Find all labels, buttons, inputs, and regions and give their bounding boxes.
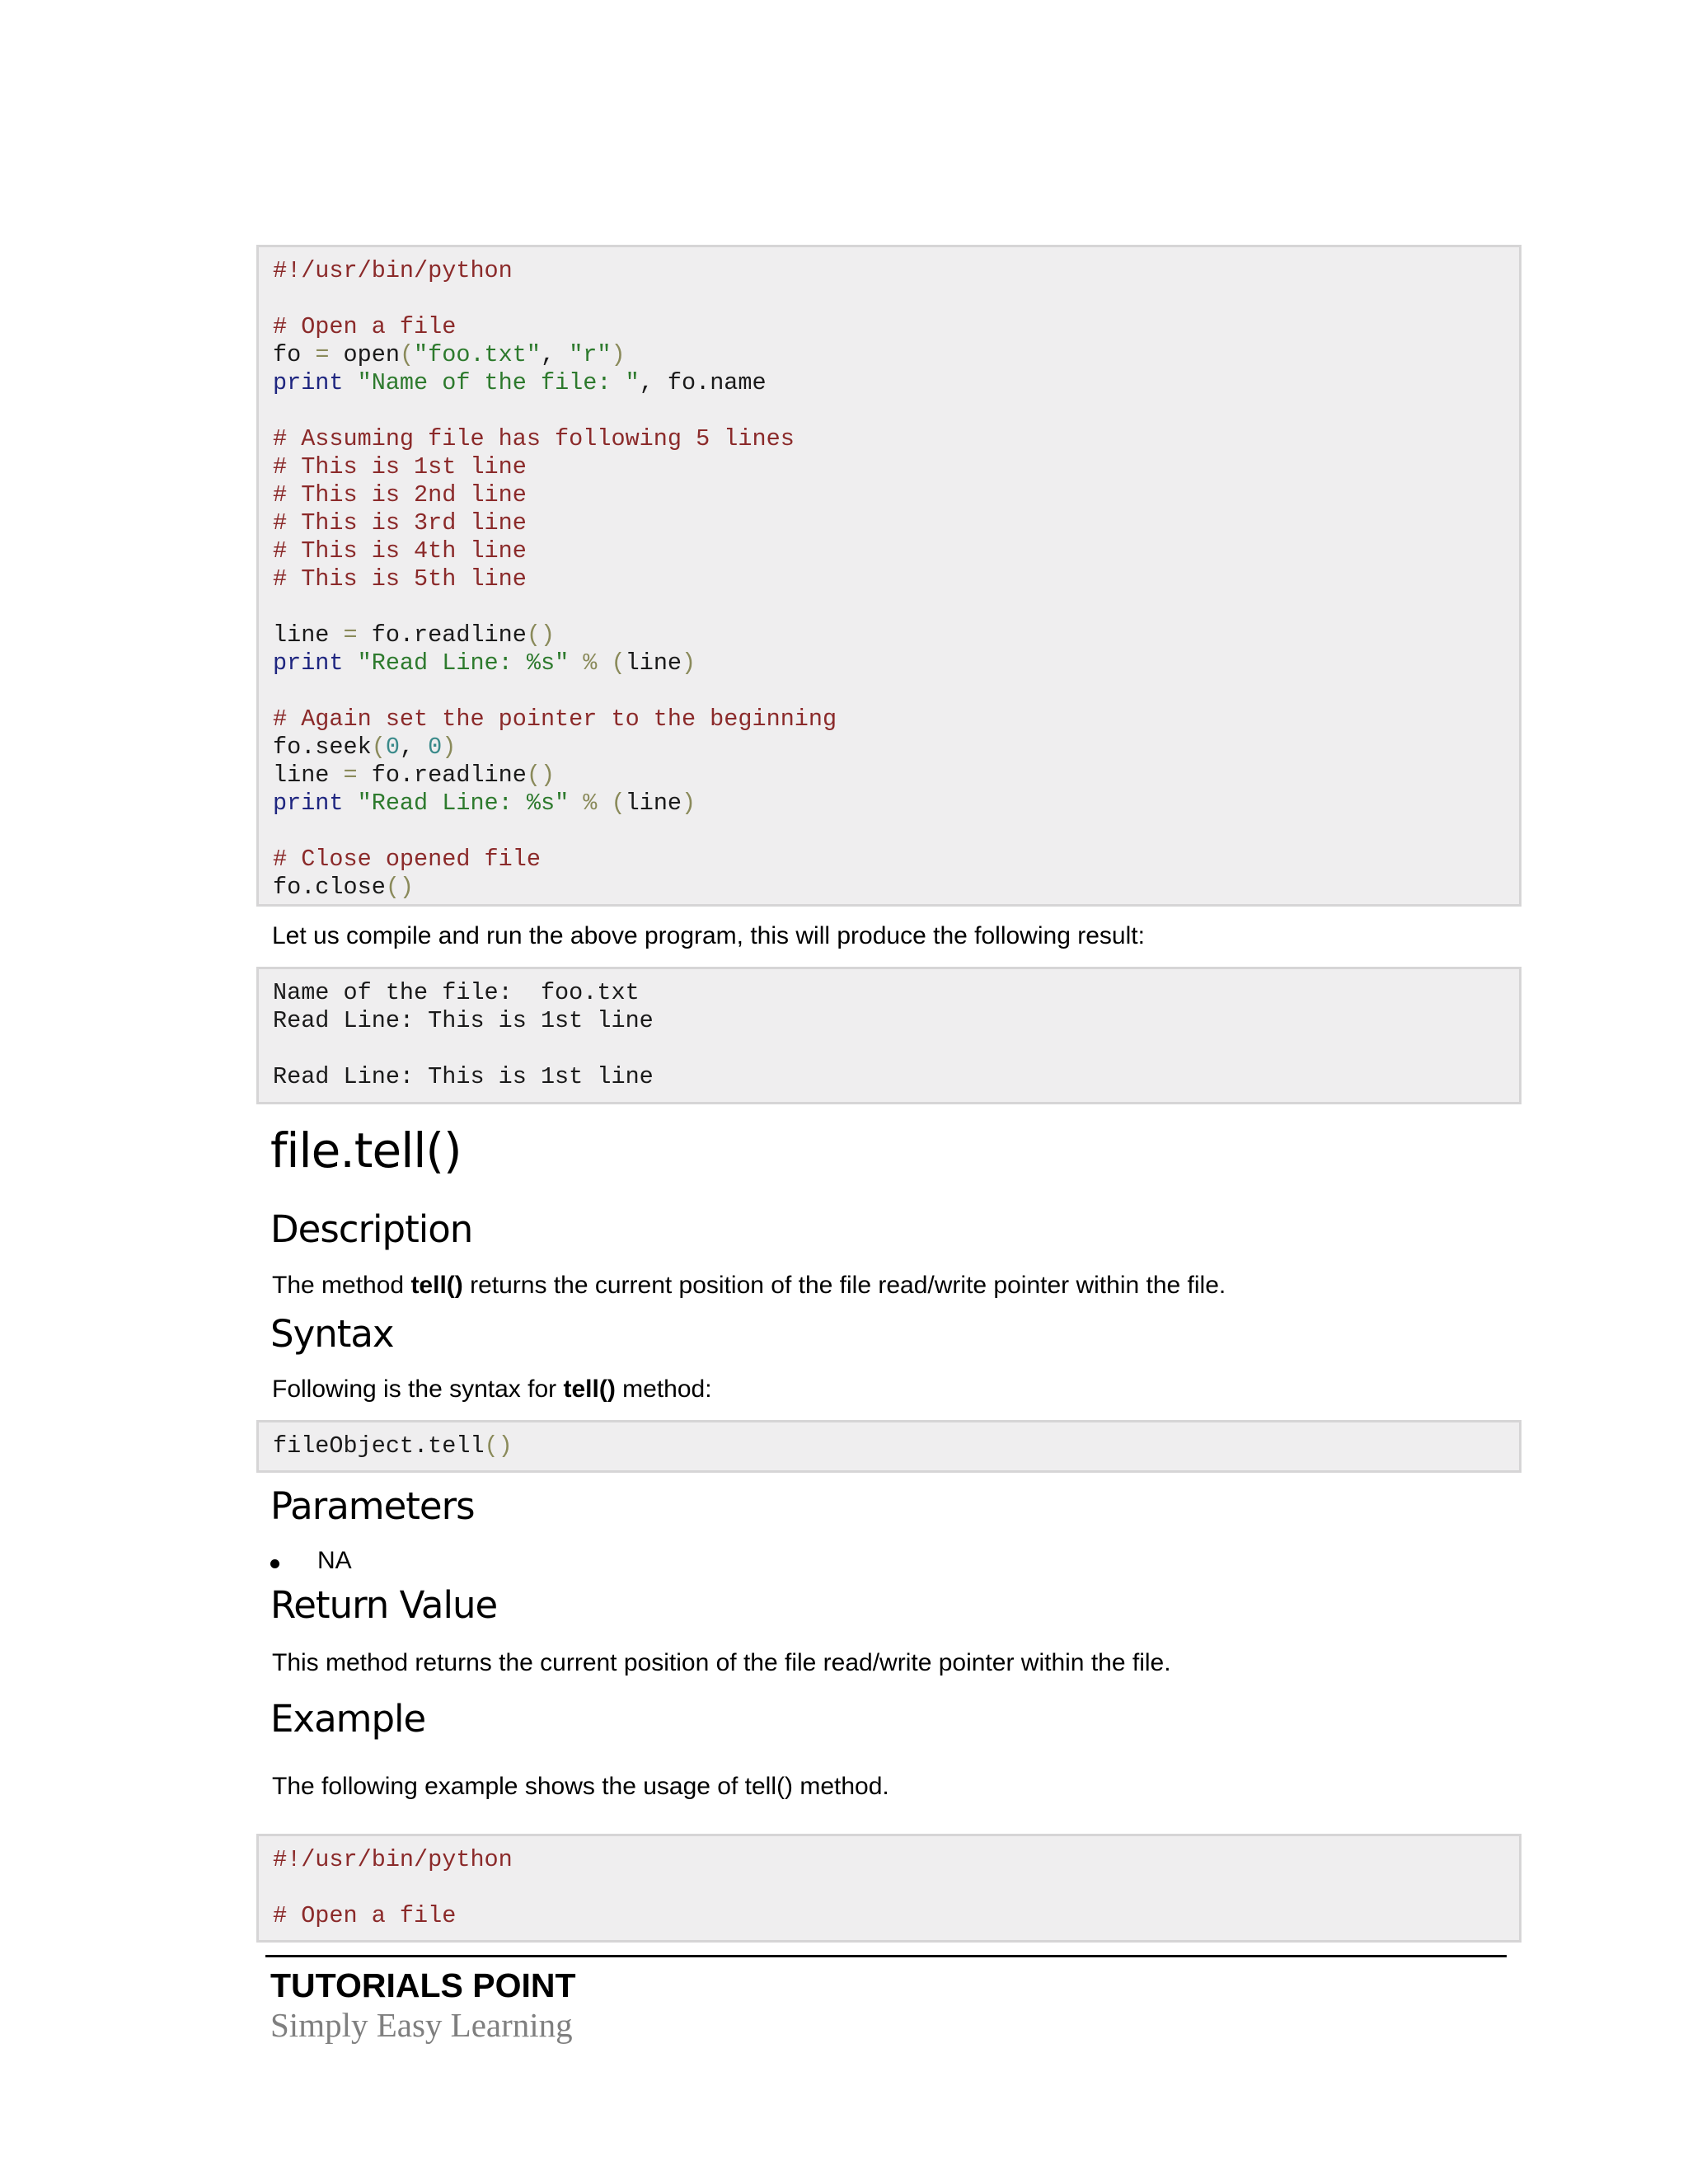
code-token-comment: # This is 1st line <box>273 453 527 480</box>
code-token-comment: # This is 2nd line <box>273 481 527 509</box>
code-token-comment: #!/usr/bin/python <box>273 257 513 284</box>
description-method-name: tell() <box>410 1272 463 1299</box>
example-heading: Example <box>270 1697 426 1741</box>
code-line <box>273 621 1505 649</box>
code-token-plain <box>569 649 583 677</box>
code-line <box>273 397 1505 425</box>
code-token-plain: line <box>273 762 344 789</box>
code-token-plain: , fo.name <box>639 369 767 396</box>
code-line <box>273 705 1505 733</box>
syntax-text <box>272 1375 712 1404</box>
code-block-syntax <box>256 1420 1522 1473</box>
syntax-text-before: Following is the syntax for <box>272 1376 564 1403</box>
code-line <box>273 257 1505 285</box>
footer-divider <box>265 1955 1507 1957</box>
code-token-op: = <box>343 762 358 789</box>
code-token-plain: fileObject.tell <box>273 1432 485 1460</box>
code-token-plain: Read Line: This is 1st line <box>273 1063 654 1090</box>
code-line <box>273 733 1505 762</box>
code-token-plain <box>555 341 569 368</box>
code-line <box>273 846 1505 874</box>
code-line <box>273 453 1505 481</box>
description-text-before: The method <box>272 1272 411 1299</box>
code-token-plain: open <box>329 341 400 368</box>
code-token-plain: Read Line: This is 1st line <box>273 1007 654 1034</box>
description-text <box>272 1271 1226 1301</box>
code-token-num: 0 <box>428 733 443 761</box>
return-value-text: This method returns the current position of the file read/write pointer within the file. <box>272 1649 1171 1676</box>
code-token-op: () <box>484 1432 513 1460</box>
syntax-heading: Syntax <box>270 1312 394 1356</box>
code-token-comment: # This is 5th line <box>273 565 527 593</box>
code-line <box>273 818 1505 846</box>
code-line <box>273 509 1505 537</box>
description-text-after: returns the current position of the file read/write pointer within the file. <box>462 1272 1226 1299</box>
code-line <box>273 313 1505 341</box>
parameter-item-text: NA <box>317 1547 352 1574</box>
code-token-op: % <box>583 790 598 817</box>
code-token-string: "foo.txt" <box>414 341 541 368</box>
code-block-example-tell <box>256 1834 1522 1943</box>
code-token-op: ( <box>371 733 386 761</box>
bullet-icon <box>270 1559 279 1568</box>
code-line <box>273 285 1505 313</box>
code-token-plain: line <box>273 621 344 649</box>
code-line <box>273 762 1505 790</box>
code-token-comment: # Open a file <box>273 313 457 340</box>
code-token-plain: Name of the file: foo.txt <box>273 979 640 1006</box>
code-token-num: 0 <box>385 733 400 761</box>
code-token-plain: fo <box>273 341 316 368</box>
code-line <box>273 1874 1505 1902</box>
code-token-plain <box>344 790 358 817</box>
code-line <box>273 1035 1505 1063</box>
code-token-op: () <box>526 762 556 789</box>
code-line <box>273 979 1505 1007</box>
syntax-method-name: tell() <box>563 1376 616 1403</box>
code-token-op: ( <box>611 649 626 677</box>
code-token-string: "Read Line: %s" <box>357 649 570 677</box>
code-line <box>273 369 1505 397</box>
code-token-plain: , <box>399 733 429 761</box>
example-text: The following example shows the usage of tell() method. <box>272 1773 889 1800</box>
code-token-op: ) <box>682 649 696 677</box>
code-line <box>273 481 1505 509</box>
footer-brand: TUTORIALS POINT <box>270 1966 576 2004</box>
code-token-plain: line <box>625 649 682 677</box>
code-line <box>273 677 1505 705</box>
code-token-comment: # Again set the pointer to the beginning <box>273 705 837 733</box>
code-token-comment: # This is 3rd line <box>273 509 527 537</box>
code-line <box>273 1846 1505 1874</box>
code-block-example-seek <box>256 245 1522 907</box>
code-token-comment: # Open a file <box>273 1902 457 1929</box>
code-line <box>273 649 1505 677</box>
code-line <box>273 565 1505 593</box>
code-token-comment: # Assuming file has following 5 lines <box>273 425 795 452</box>
code-line <box>273 790 1505 818</box>
code-token-string: "r" <box>569 341 612 368</box>
code-token-string: "Read Line: %s" <box>357 790 570 817</box>
code-token-string: "Name of the file: " <box>357 369 640 396</box>
return-value-heading: Return Value <box>270 1583 498 1627</box>
code-line <box>273 1432 1505 1460</box>
code-block-output <box>256 967 1522 1104</box>
code-token-plain: , <box>540 341 556 368</box>
code-line <box>273 341 1505 369</box>
code-token-op: % <box>583 649 598 677</box>
parameters-heading: Parameters <box>270 1484 475 1528</box>
code-line <box>273 1007 1505 1035</box>
code-token-plain: line <box>625 790 682 817</box>
code-token-plain: fo.readline <box>357 762 527 789</box>
code-line <box>273 425 1505 453</box>
code-line <box>273 593 1505 621</box>
code-line <box>273 537 1505 565</box>
code-token-plain: fo.close <box>273 874 386 901</box>
code-token-comment: # Close opened file <box>273 846 541 873</box>
code-line <box>273 874 1505 902</box>
code-token-op: = <box>343 621 358 649</box>
code-token-op: ) <box>682 790 696 817</box>
code-token-op: = <box>315 341 330 368</box>
code-token-comment: # This is 4th line <box>273 537 527 565</box>
code-token-op: ) <box>611 341 626 368</box>
code-token-comment: #!/usr/bin/python <box>273 1846 513 1873</box>
footer-tagline: Simply Easy Learning <box>270 2006 573 2044</box>
code-line <box>273 1902 1505 1930</box>
code-token-plain <box>569 790 583 817</box>
code-token-keyword: print <box>273 649 344 677</box>
syntax-text-after: method: <box>615 1376 712 1403</box>
code-token-keyword: print <box>273 369 344 396</box>
section-title: file.tell() <box>270 1122 462 1179</box>
code-token-op: () <box>526 621 556 649</box>
code-token-plain <box>597 649 611 677</box>
code-token-op: () <box>385 874 415 901</box>
code-token-plain: fo.readline <box>357 621 527 649</box>
code-token-op: ) <box>442 733 457 761</box>
description-heading: Description <box>270 1207 473 1251</box>
compile-paragraph: Let us compile and run the above program, this will produce the following result: <box>272 922 1145 949</box>
code-line <box>273 1063 1505 1091</box>
code-token-plain <box>597 790 611 817</box>
code-token-keyword: print <box>273 790 344 817</box>
code-token-op: ( <box>611 790 626 817</box>
code-token-plain <box>344 649 358 677</box>
code-token-op: ( <box>399 341 415 368</box>
code-token-plain <box>344 369 358 396</box>
code-token-plain: fo.seek <box>273 733 372 761</box>
